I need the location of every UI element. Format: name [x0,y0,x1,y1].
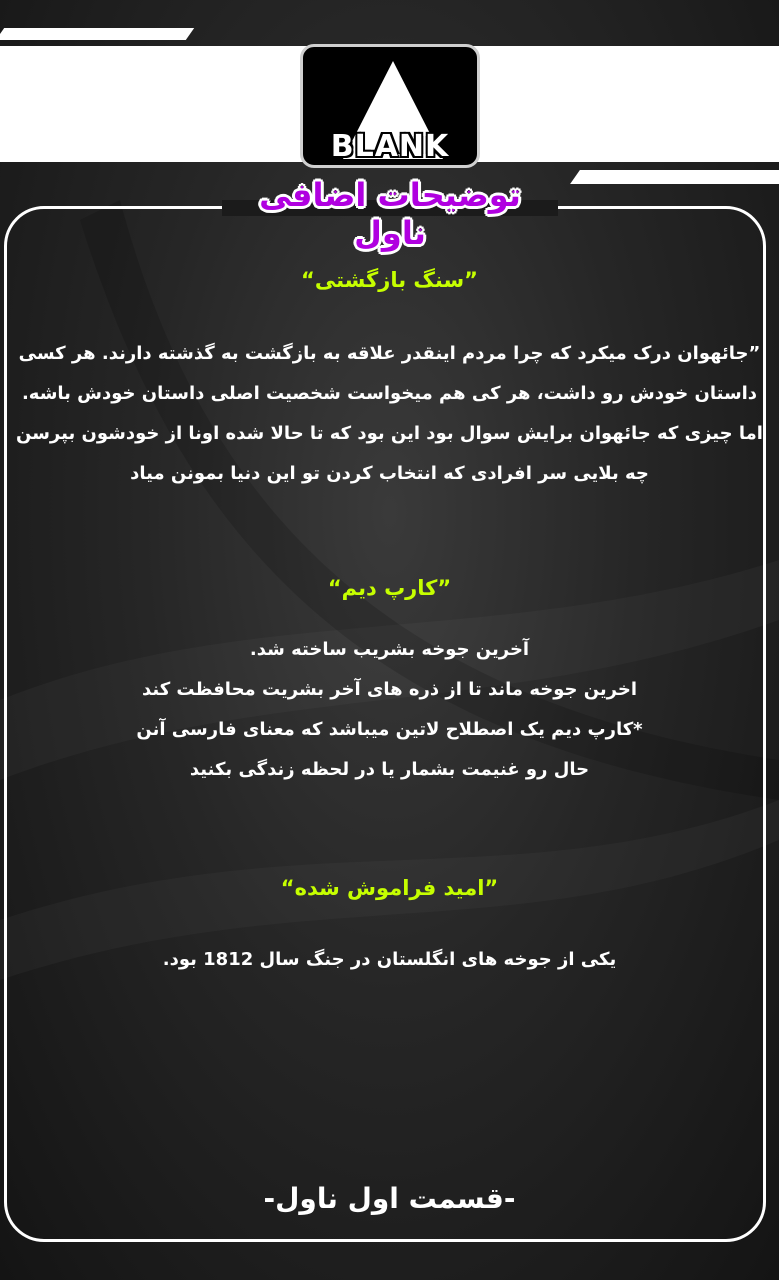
section-title-2: ”کارپ دیم“ [327,576,452,600]
section-body-2 [14,630,765,790]
section-2-line-4: حال رو غنیمت بشمار یا در لحظه زندگی بکنید [189,759,590,780]
section-2-line-3: *کارپ دیم یک اصطلاح لاتین میباشد که معنای فارسی آنن [136,719,643,740]
logo-text: BLANK [330,129,450,164]
section-title-3: ”امید فراموش شده“ [280,876,499,900]
blank-logo [300,44,480,168]
section-1-line-3: اما چیزی که جائهوان برایش سوال بود این بود که تا حالا شده اونا از خودشون بپرسن [16,423,763,444]
section-1-line-2: داستان خودش رو داشت، هر کی هم میخواست شخصیت اصلی داستان خودش باشه. [21,383,758,404]
footer-label: -قسمت اول ناول- [263,1182,516,1215]
section-2-line-1: آخرین جوخه بشریب ساخته شد. [249,639,530,660]
section-title-1: ”سنگ بازگشتی“ [301,268,478,292]
section-3-line-1: یکی از جوخه های انگلستان در جنگ سال 1812 بود. [162,949,617,970]
section-body-1 [14,334,765,494]
section-1-line-1: ”جائهوان درک میکرد که چرا مردم اینقدر علاقه به بازگشت به گذشته دارند. هر کسی [18,343,761,364]
section-1-line-4: چه بلایی سر افرادی که انتخاب کردن تو این دنیا بمونن میاد [130,463,649,484]
page-title: توضیحات اضافی ناول [259,176,521,252]
section-2-line-2: اخرین جوخه ماند تا از ذره های آخر بشریت محافظت کند [141,679,638,700]
top-streak-thin [0,36,80,40]
section-body-3 [14,940,765,980]
right-streak [570,170,779,184]
